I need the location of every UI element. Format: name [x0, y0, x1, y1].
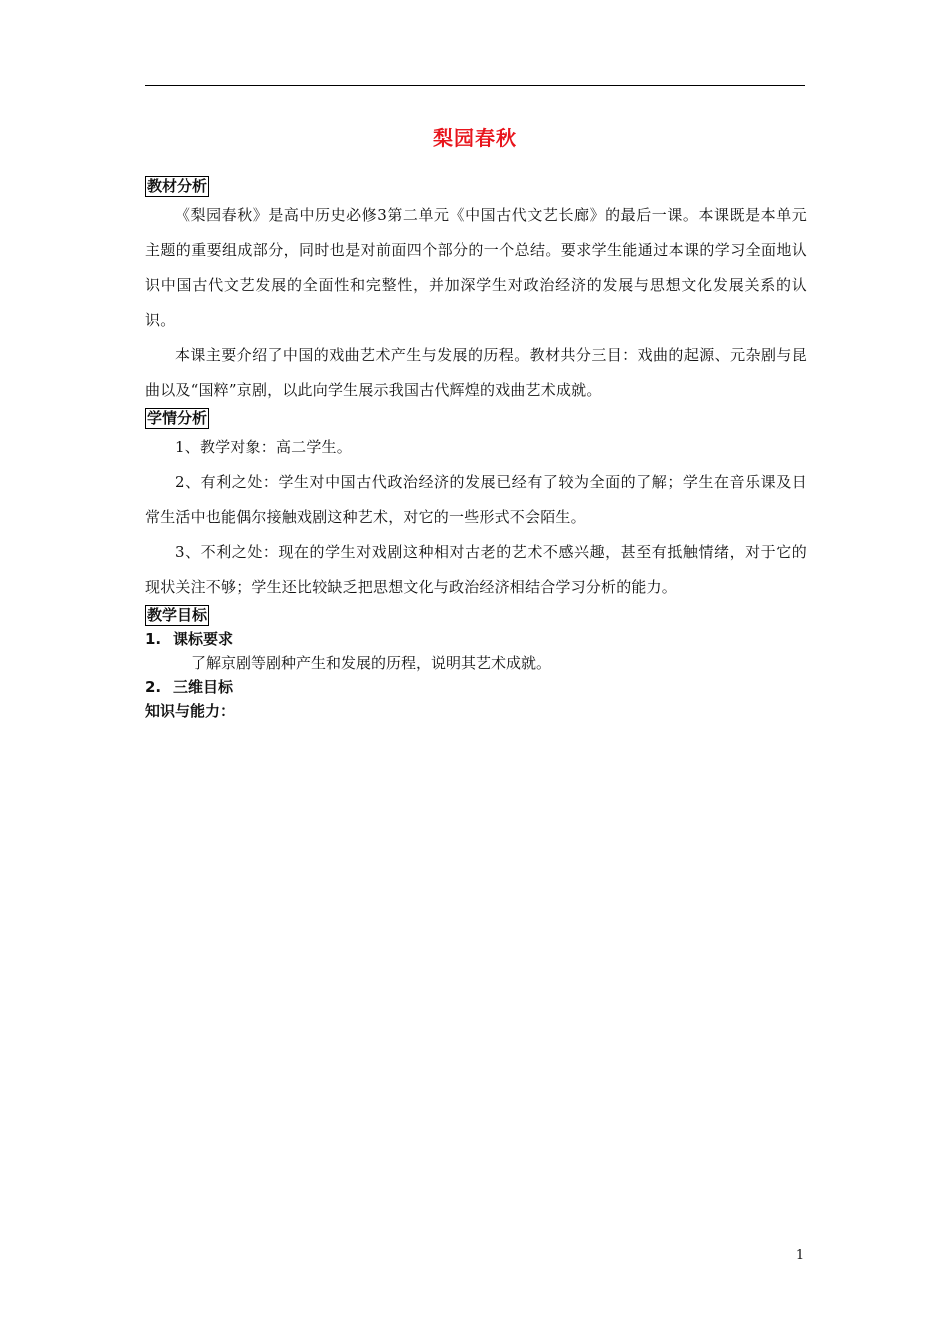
header-rule — [145, 85, 805, 86]
page-number: 1 — [795, 1248, 805, 1263]
section-goals — [145, 605, 807, 627]
goal-item-text: 了解京剧等剧种产生和发展的历程，说明其艺术成就。 — [191, 654, 552, 672]
section-textbook — [145, 176, 807, 198]
goal-item-2 — [145, 675, 807, 699]
document-body — [145, 176, 807, 723]
goal-item-label: 三维目标 — [173, 678, 234, 696]
section-heading-textbook: 教材分析 — [147, 177, 208, 195]
goal-item-1 — [145, 627, 807, 651]
paragraph: 2、有利之处：学生对中国古代政治经济的发展已经有了较为全面的了解；学生在音乐课及日常生活中也能偶尔接触戏剧这种艺术，对它的一些形式不会陌生。 — [145, 473, 807, 526]
section-heading-students: 学情分析 — [147, 409, 208, 427]
goal-item-label: 课标要求 — [173, 630, 234, 648]
goal-item-number: 1. — [145, 630, 162, 648]
paragraph: 《梨园春秋》是高中历史必修3第二单元《中国古代文艺长廊》的最后一课。本课既是本单元主题的重要组成部分，同时也是对前面四个部分的一个总结。要求学生能通过本课的学习全面地认识中国古代文艺发展的全面性和完整性，并加深学生对政治经济的发展与思想文化发展关系的认识。 — [145, 206, 807, 329]
paragraph: 本课主要介绍了中国的戏曲艺术产生与发展的历程。教材共分三目：戏曲的起源、元杂剧与昆曲以及“国粹”京剧，以此向学生展示我国古代辉煌的戏曲艺术成就。 — [145, 346, 807, 399]
section-students — [145, 408, 807, 430]
document-title: 梨园春秋 — [433, 126, 517, 150]
goal-item-number: 2. — [145, 678, 162, 696]
goal-sub-label: 知识与能力： — [145, 702, 236, 720]
paragraph: 3、不利之处：现在的学生对戏剧这种相对古老的艺术不感兴趣，甚至有抵触情绪，对于它的现状关注不够；学生还比较缺乏把思想文化与政治经济相结合学习分析的能力。 — [145, 543, 807, 596]
section-heading-goals: 教学目标 — [147, 606, 208, 624]
paragraph: 1、教学对象：高二学生。 — [175, 438, 352, 456]
